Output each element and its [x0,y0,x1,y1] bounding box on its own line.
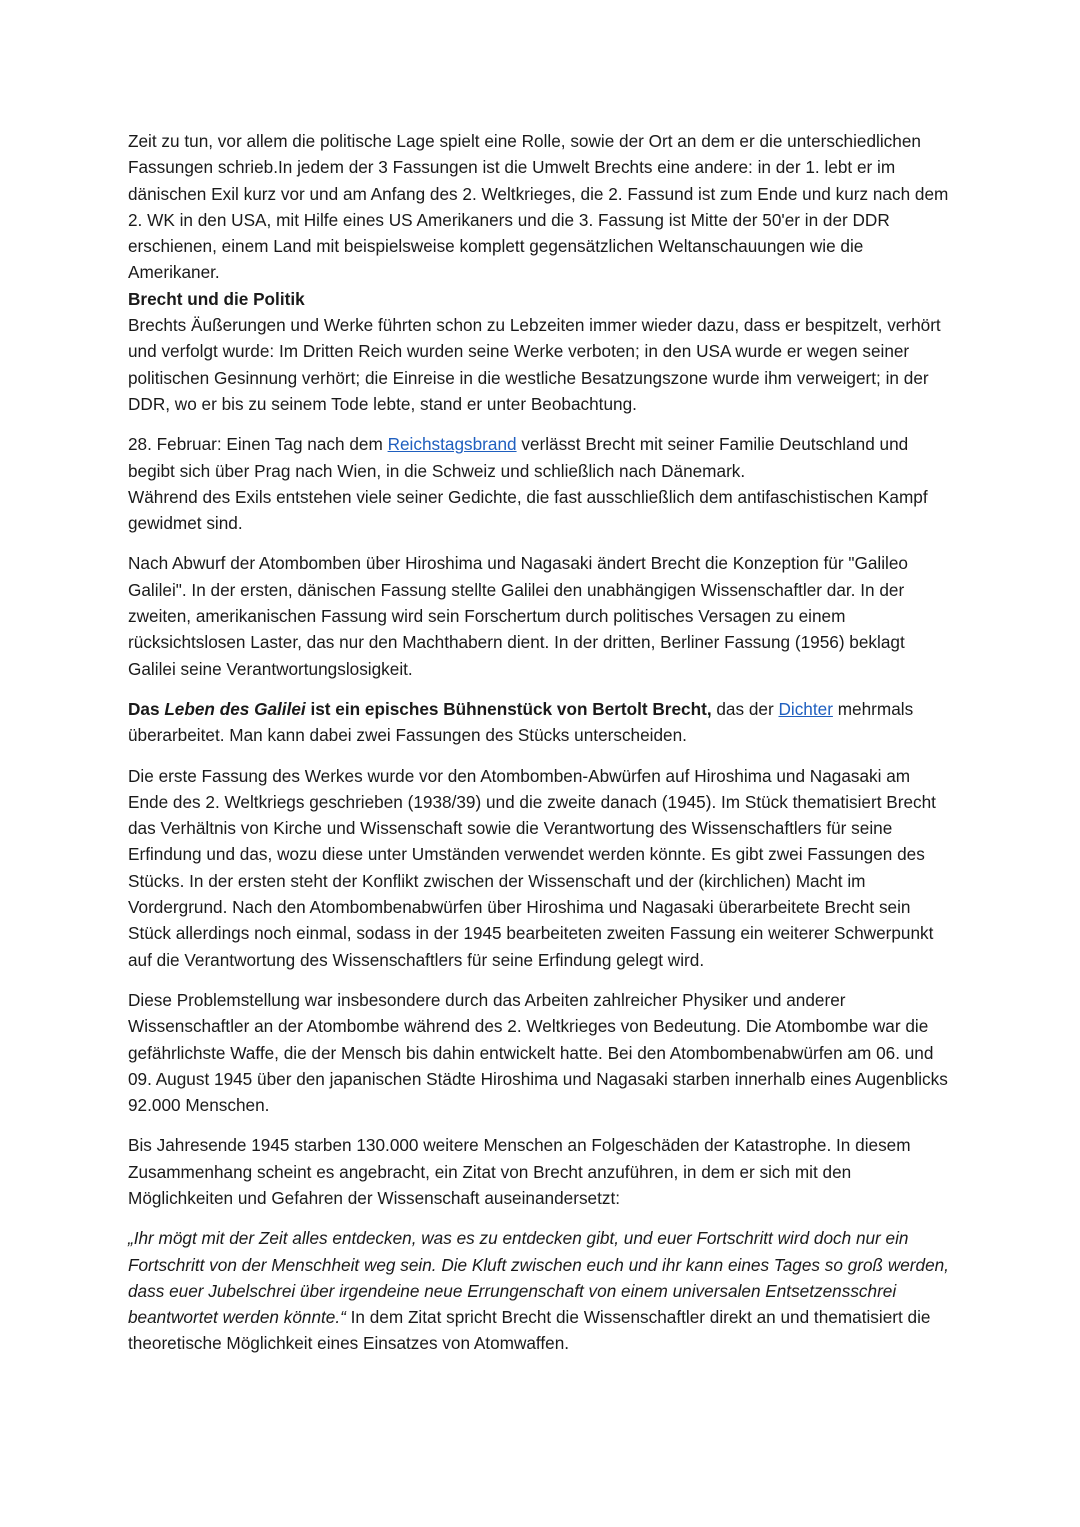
paragraph-fassungen-umwelt: Zeit zu tun, vor allem die politische Lage spielt eine Rolle, sowie der Ort an dem er die unterschiedlichen Fassungen schrieb.In jedem der 3 Fassungen ist die Umwelt Brechts eine andere: in der 1. lebt er im dänischen Exil kurz vor und am Anfang des 2. Weltkrieges, die 2. Fassund ist zum Ende und kurz nach dem 2. WK in den USA, mit Hilfe eines US Amerikaners und die 3. Fassung ist Mitte der 50'er in der DDR erschienen, einem Land mit beispielsweise komplett gegensätzlichen Weltanschauungen wie die Amerikaner. [128,131,949,283]
dichter-link[interactable]: Dichter [778,698,833,719]
section-heading-politik: Brecht und die Politik [128,288,305,309]
paragraph-politik: Brechts Äußerungen und Werke führten schon zu Lebzeiten immer wieder dazu, dass er bespitzelt, verhört und verfolgt wurde: Im Dritten Reich wurden seine Werke verboten; in den USA wurde er wegen seiner politischen Gesinnung verhört; die Einreise in die westliche Besatzungszone wurde ihm verweigert; in der DDR, wo er bis zu seinem Tode lebte, stand er unter Beobachtung. [128,315,941,414]
exil-gedichte-text: Während des Exils entstehen viele seiner Gedichte, die fast ausschließlich dem antifaschistischen Kampf gewidmet sind. [128,486,928,534]
intro-bold-end: ist ein episches Bühnenstück von Bertolt Brecht, [305,698,712,719]
paragraph-konzeption: Nach Abwurf der Atombomben über Hiroshima und Nagasaki ändert Brecht die Konzeption für "Galileo Galilei". In der ersten, dänischen Fassung stellte Galilei den unabhängigen Wissenschaftler dar. In der zweiten, amerikanischen Fassung wird sein Forschertum durch politisches Versagen zu einem rücksichtslosen Laster, das nur den Machthabern dient. In der dritten, Berliner Fassung (1956) beklagt Galilei seine Verantwortungslosigkeit. [128,553,908,679]
exil-text-start: 28. Februar: Einen Tag nach dem [128,434,388,455]
paragraph-jahresende: Bis Jahresende 1945 starben 130.000 weitere Menschen an Folgeschäden der Katastrophe. In diesem Zusammenhang scheint es angebracht, ein Zitat von Brecht anzuführen, in dem er sich mit den Möglichkeiten und Gefahren der Wissenschaft auseinandersetzt: [128,1135,911,1208]
paragraph-erste-fassung: Die erste Fassung des Werkes wurde vor den Atombomben-Abwürfen auf Hiroshima und Nagasaki am Ende des 2. Weltkriegs geschrieben (1938/39) und die zweite danach (1945). Im Stück thematisiert Brecht das Verhältnis von Kirche und Wissenschaft sowie die Verantwortung des Wissenschaftlers für seine Erfindung und das, wozu diese unter Umständen verwendet werden könnte. Es gibt zwei Fassungen des Stücks. In der ersten steht der Konflikt zwischen der Wissenschaft und der (kirchlichen) Macht im Vordergrund. Nach den Atombombenabwürfen über Hiroshima und Nagasaki überarbeitete Brecht sein Stück allerdings noch einmal, sodass in der 1945 bearbeiteten zweiten Fassung ein weiterer Schwerpunkt auf die Verantwortung des Wissenschaftlers für seine Erfindung gelegt wird. [128,765,936,970]
exil-text-end: verlässt Brecht mit seiner Familie Deutschland und begibt sich über Prag nach Wien, in die Schweiz und schließlich nach Dänemark. [128,434,909,481]
intro-end: mehrmals überarbeitet. Man kann dabei zwei Fassungen des Stücks unterscheiden. [128,698,914,746]
intro-middle: das der [711,698,779,719]
intro-bold-start: Das [128,698,165,719]
paragraph-problemstellung: Diese Problemstellung war insbesondere durch das Arbeiten zahlreicher Physiker und anderer Wissenschaftler an der Atombombe während des 2. Weltkrieges von Bedeutung. Die Atombombe war die gefährlichste Waffe, die der Mensch bis dahin entwickelt hatte. Bei den Atombombenabwürfen am 06. und 09. August 1945 über den japanischen Städte Hiroshima und Nagasaki starben innerhalb eines Augenblicks 92.000 Menschen. [128,989,948,1116]
paragraph-zitat [128,1225,954,1356]
quote-commentary: In dem Zitat spricht Brecht die Wissenschaftler direkt an und thematisiert die theoretische Möglichkeit eines Einsatzes von Atomwaffen. [128,1307,931,1354]
paragraph-leben-des-galilei [128,696,954,749]
work-title: Leben des Galilei [164,698,306,719]
paragraph-exil [128,431,954,536]
brecht-quote: „Ihr mögt mit der Zeit alles entdecken, was es zu entdecken gibt, und euer Fortschritt wird doch nur ein Fortschritt von der Menschheit weg sein. Die Kluft zwischen euch und ihr kann eines Tages so groß werden, dass euer Jubelschrei über irgendeine neue Errungenschaft von einem universalen Entsetzensschrei beantwortet werden könnte.“ [128,1228,949,1328]
document-page [128,128,954,1357]
reichstagsbrand-link[interactable]: Reichstagsbrand [387,434,517,455]
